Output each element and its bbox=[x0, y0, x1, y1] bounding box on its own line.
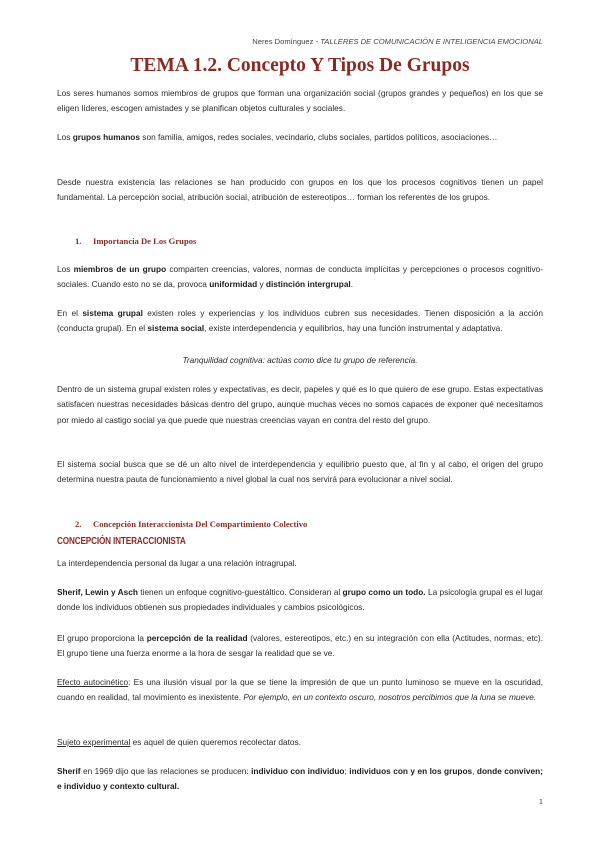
page-title: TEMA 1.2. Concepto Y Tipos De Grupos bbox=[130, 55, 470, 76]
paragraph-efecto-autocinetico: Efecto autocinético: Es una ilusión visual por la que se tiene la impresión de que un punto luminoso se mueve en la oscuridad, cuando en realidad, tal movimiento es inexistente. Por ejemplo, en un contexto oscuro, nosotros percibimos que la luna se mueve. bbox=[57, 677, 544, 703]
paragraph-intro: Los seres humanos somos miembros de grupos que forman una organización social (grupos grandes y pequeños) en los que se eligen líderes, escogen amistades y se planifican objetos culturales y sociales. bbox=[57, 88, 543, 114]
page-header bbox=[252, 37, 543, 46]
paragraph-sistema-grupal: En el sistema grupal existen roles y experiencias y los individuos cubren sus necesidades. Tienen disposición a la acción (conducta grupal). En el sistema social, existe interdependencia y equilibrios, hay una función instrumental y adaptativa. bbox=[57, 308, 544, 334]
paragraph-sistema-social: El sistema social busca que se dé un alto nivel de interdependencia y equilibrio puesto que, al fin y al cabo, el origen del grupo determina nuestra pauta de funcionamiento a nivel global la cual nos servirá para evolucionar a nivel social. bbox=[57, 459, 543, 485]
header-separator: - bbox=[313, 37, 321, 46]
paragraph-roles-expectativas: Dentro de un sistema grupal existen roles y expectativas, es decir, papeles y qué es lo que quiero de ese grupo. Estas expectativas satisfacen nuestras necesidades básicas dentro del grupo, aunque muchas veces no somos capaces de exponer qué necesitamos por miedo al castigo social ya que puede que nuestras creencias vayan en contra del resto del grupo. bbox=[57, 384, 543, 425]
header-author: Neres Domínguez bbox=[252, 37, 314, 46]
paragraph-interdependencia: La interdependencia personal da lugar a una relación intragrupal. bbox=[57, 558, 297, 568]
section-heading-1: 1. Importancia De Los Grupos bbox=[75, 236, 197, 246]
paragraph-grupos-humanos: Los grupos humanos son familia, amigos, redes sociales, vecindario, clubs sociales, partidos políticos, asociaciones… bbox=[57, 132, 498, 142]
paragraph-sherif-lewin-asch: Sherif, Lewin y Asch tienen un enfoque cognitivo-guestáltico. Consideran al grupo como un todo. La psicología grupal es el lugar donde los individuos obtienen sus propiedades individuales y cambios psicológicos. bbox=[57, 587, 544, 613]
paragraph-percepcion-realidad: El grupo proporciona la percepción de la realidad (valores, estereotipos, etc.) en su integración con ella (Actitudes, normas, etc). El grupo tiene una fuerza enorme a la hora de sesgar la realidad que se ve. bbox=[57, 633, 543, 659]
paragraph-miembros: Los miembros de un grupo comparten creencias, valores, normas de conducta implícitas y percepciones o procesos cognitivo-sociales. Cuando esto no se da, provoca uniformidad y distinción intergrupal. bbox=[57, 264, 543, 290]
quote-tranquilidad: Tranquilidad cognitiva: actúas como dice tu grupo de referencia. bbox=[182, 355, 418, 365]
paragraph-relaciones: Desde nuestra existencia las relaciones se han producido con grupos en los que los procesos cognitivos tienen un papel fundamental. La percepción social, atribución social, atribución de estereotipos… forman los referentes de los grupos. bbox=[57, 177, 543, 203]
paragraph-sherif-1969: Sherif en 1969 dijo que las relaciones se producen: individuo con individuo; individuos con y en los grupos, donde conviven; e individuo y contexto cultural. bbox=[57, 766, 543, 792]
header-course: TALLERES DE COMUNICACIÓN E INTELIGENCIA EMOCIONAL bbox=[320, 37, 543, 46]
paragraph-sujeto-experimental: Sujeto experimental es aquel de quien queremos recolectar datos. bbox=[57, 737, 301, 747]
subheading-concepcion: CONCEPCIÓN INTERACCIONISTA bbox=[57, 536, 186, 547]
section-heading-2: 2. Concepción Interaccionista Del Compartimiento Colectivo bbox=[75, 519, 308, 529]
page-number: 1 bbox=[538, 797, 543, 806]
